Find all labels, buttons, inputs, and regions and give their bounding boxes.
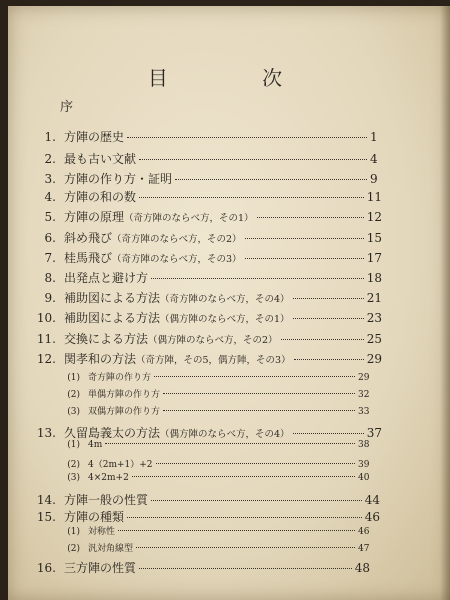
page-number: 33 xyxy=(358,407,370,417)
entry-number: 3. xyxy=(44,172,56,186)
leader-dots xyxy=(127,137,367,138)
entry-number: 11. xyxy=(36,332,56,346)
leader-dots xyxy=(132,476,355,477)
entry-number: (1) xyxy=(67,527,80,537)
leader-dots xyxy=(139,197,364,198)
toc-entry xyxy=(30,128,382,145)
page-number: 25 xyxy=(366,332,382,346)
entry-number: 1. xyxy=(44,130,56,144)
entry-number: (1) xyxy=(67,373,80,383)
entry-note: （偶方陣のならべ方，その4） xyxy=(160,429,290,440)
entry-number: (3) xyxy=(67,473,80,483)
entry-title: 方陣の種類 xyxy=(64,510,125,524)
page-number: 23 xyxy=(366,311,382,325)
toc-entry xyxy=(30,170,382,187)
entry-note: （奇方陣，その5，偶方陣，その3） xyxy=(136,355,291,366)
entry-note: （奇方陣のならべ方，その4） xyxy=(160,294,290,305)
leader-dots xyxy=(139,568,352,569)
entry-title: 汎対角線型 xyxy=(88,544,134,554)
entry-title: 最も古い文献 xyxy=(64,152,137,166)
toc-subentry xyxy=(30,370,370,383)
toc-subentry xyxy=(30,457,370,470)
entry-title: 方陣一般の性質 xyxy=(64,493,149,507)
entry-number: (3) xyxy=(67,407,80,417)
entry-title: 補助図による方法 xyxy=(64,291,161,305)
toc-entry xyxy=(30,491,380,508)
toc-subentry xyxy=(30,473,370,483)
leader-dots xyxy=(163,393,355,394)
toc-entry xyxy=(30,309,382,326)
entry-number: 2. xyxy=(44,152,56,166)
entry-number: (1) xyxy=(67,440,80,450)
toc-entry xyxy=(30,229,382,246)
entry-number: 8. xyxy=(44,271,56,285)
leader-dots xyxy=(245,238,364,239)
entry-number: 10. xyxy=(36,311,56,325)
leader-dots xyxy=(293,298,364,299)
toc-entry xyxy=(30,188,382,205)
page-number: 39 xyxy=(358,460,370,470)
leader-dots xyxy=(163,410,355,411)
entry-title: 4m xyxy=(88,440,103,450)
toc-entry xyxy=(30,424,382,441)
toc-subentry xyxy=(30,524,370,537)
toc-entry xyxy=(30,249,382,266)
entry-number: (2) xyxy=(67,544,80,554)
entry-number: 13. xyxy=(36,426,56,440)
leader-dots xyxy=(257,217,364,218)
toc-subentry xyxy=(30,541,370,554)
entry-title: 方陣の和の数 xyxy=(64,190,137,204)
leader-dots xyxy=(118,530,355,531)
page-number: 11 xyxy=(366,190,382,204)
leader-dots xyxy=(127,517,362,518)
page-number: 44 xyxy=(364,493,380,507)
entry-title: 斜め飛び xyxy=(64,231,113,245)
entry-number: 12. xyxy=(36,352,56,366)
entry-title: 関孝和の方法 xyxy=(64,352,137,366)
entry-title: 4（2m+1）+2 xyxy=(88,460,153,470)
entry-number: 7. xyxy=(44,251,56,265)
leader-dots xyxy=(154,376,355,377)
entry-number: 6. xyxy=(44,231,56,245)
leader-dots xyxy=(245,258,364,259)
entry-title: 補助図による方法 xyxy=(64,311,161,325)
page-number: 15 xyxy=(366,231,382,245)
entry-note: （奇方陣のならべ方，その1） xyxy=(124,213,254,224)
page-number: 9 xyxy=(370,172,378,186)
toc-entry xyxy=(30,330,382,347)
entry-title: 奇方陣の作り方 xyxy=(88,373,152,383)
toc-entry xyxy=(30,350,382,367)
page-number: 29 xyxy=(366,352,382,366)
entry-number: (2) xyxy=(67,460,80,470)
toc-subentry xyxy=(30,404,370,417)
page-number: 4 xyxy=(370,152,378,166)
page-number: 21 xyxy=(366,291,382,305)
entry-number: 15. xyxy=(36,510,56,524)
page-number: 47 xyxy=(358,544,370,554)
toc-entry xyxy=(30,508,380,525)
entry-note: （奇方陣のならべ方，その3） xyxy=(112,254,242,265)
entry-title: 単偶方陣の作り方 xyxy=(88,390,161,400)
page-number: 17 xyxy=(366,251,382,265)
page-number: 12 xyxy=(366,210,382,224)
leader-dots xyxy=(151,500,362,501)
entry-title: 方陣の作り方・証明 xyxy=(64,172,173,186)
leader-dots xyxy=(175,179,367,180)
leader-dots xyxy=(151,278,364,279)
leader-dots xyxy=(105,443,355,444)
entry-note: （偶方陣のならべ方，その1） xyxy=(160,314,290,325)
leader-dots xyxy=(293,433,364,434)
entry-title: 三方陣の性質 xyxy=(64,561,137,575)
page-number: 32 xyxy=(358,390,370,400)
toc-entry xyxy=(30,269,382,286)
toc-entry xyxy=(30,150,382,167)
leader-dots xyxy=(294,359,364,360)
toc-entry xyxy=(30,208,382,225)
entry-title: 対称性 xyxy=(88,527,116,537)
leader-dots xyxy=(293,318,364,319)
entry-note: （奇方陣のならべ方，その2） xyxy=(112,234,242,245)
toc-entry xyxy=(30,559,370,576)
page-number: 1 xyxy=(370,130,378,144)
entry-number: 9. xyxy=(44,291,56,305)
leader-dots xyxy=(281,339,364,340)
page-number: 40 xyxy=(358,473,370,483)
entry-number: (2) xyxy=(67,390,80,400)
page-number: 29 xyxy=(358,373,370,383)
entry-number: 16. xyxy=(36,561,56,575)
entry-title: 方陣の歴史 xyxy=(64,130,125,144)
page-number: 46 xyxy=(358,527,370,537)
leader-dots xyxy=(139,159,367,160)
leader-dots xyxy=(156,463,355,464)
entry-title: 双偶方陣の作り方 xyxy=(88,407,161,417)
page-number: 48 xyxy=(354,561,370,575)
toc-entry xyxy=(30,289,382,306)
entry-number: 4. xyxy=(44,190,56,204)
page-number: 46 xyxy=(364,510,380,524)
page-number: 37 xyxy=(366,426,382,440)
preface-heading: 序 xyxy=(60,100,74,115)
page-number: 18 xyxy=(366,271,382,285)
entry-title: 方陣の原理 xyxy=(64,210,125,224)
page-number: 38 xyxy=(358,440,370,450)
toc-subentry xyxy=(30,440,370,450)
entry-title: 出発点と避け方 xyxy=(64,271,149,285)
entry-title: 4×2m+2 xyxy=(88,473,129,483)
entry-title: 交換による方法 xyxy=(64,332,149,346)
page-title: 目 次 xyxy=(147,66,327,90)
entry-title: 久留島義太の方法 xyxy=(64,426,161,440)
entry-note: （偶方陣のならべ方，その2） xyxy=(148,335,278,346)
toc-subentry xyxy=(30,387,370,400)
entry-title: 桂馬飛び xyxy=(64,251,113,265)
entry-number: 14. xyxy=(36,493,56,507)
entry-number: 5. xyxy=(44,210,56,224)
leader-dots xyxy=(136,547,355,548)
